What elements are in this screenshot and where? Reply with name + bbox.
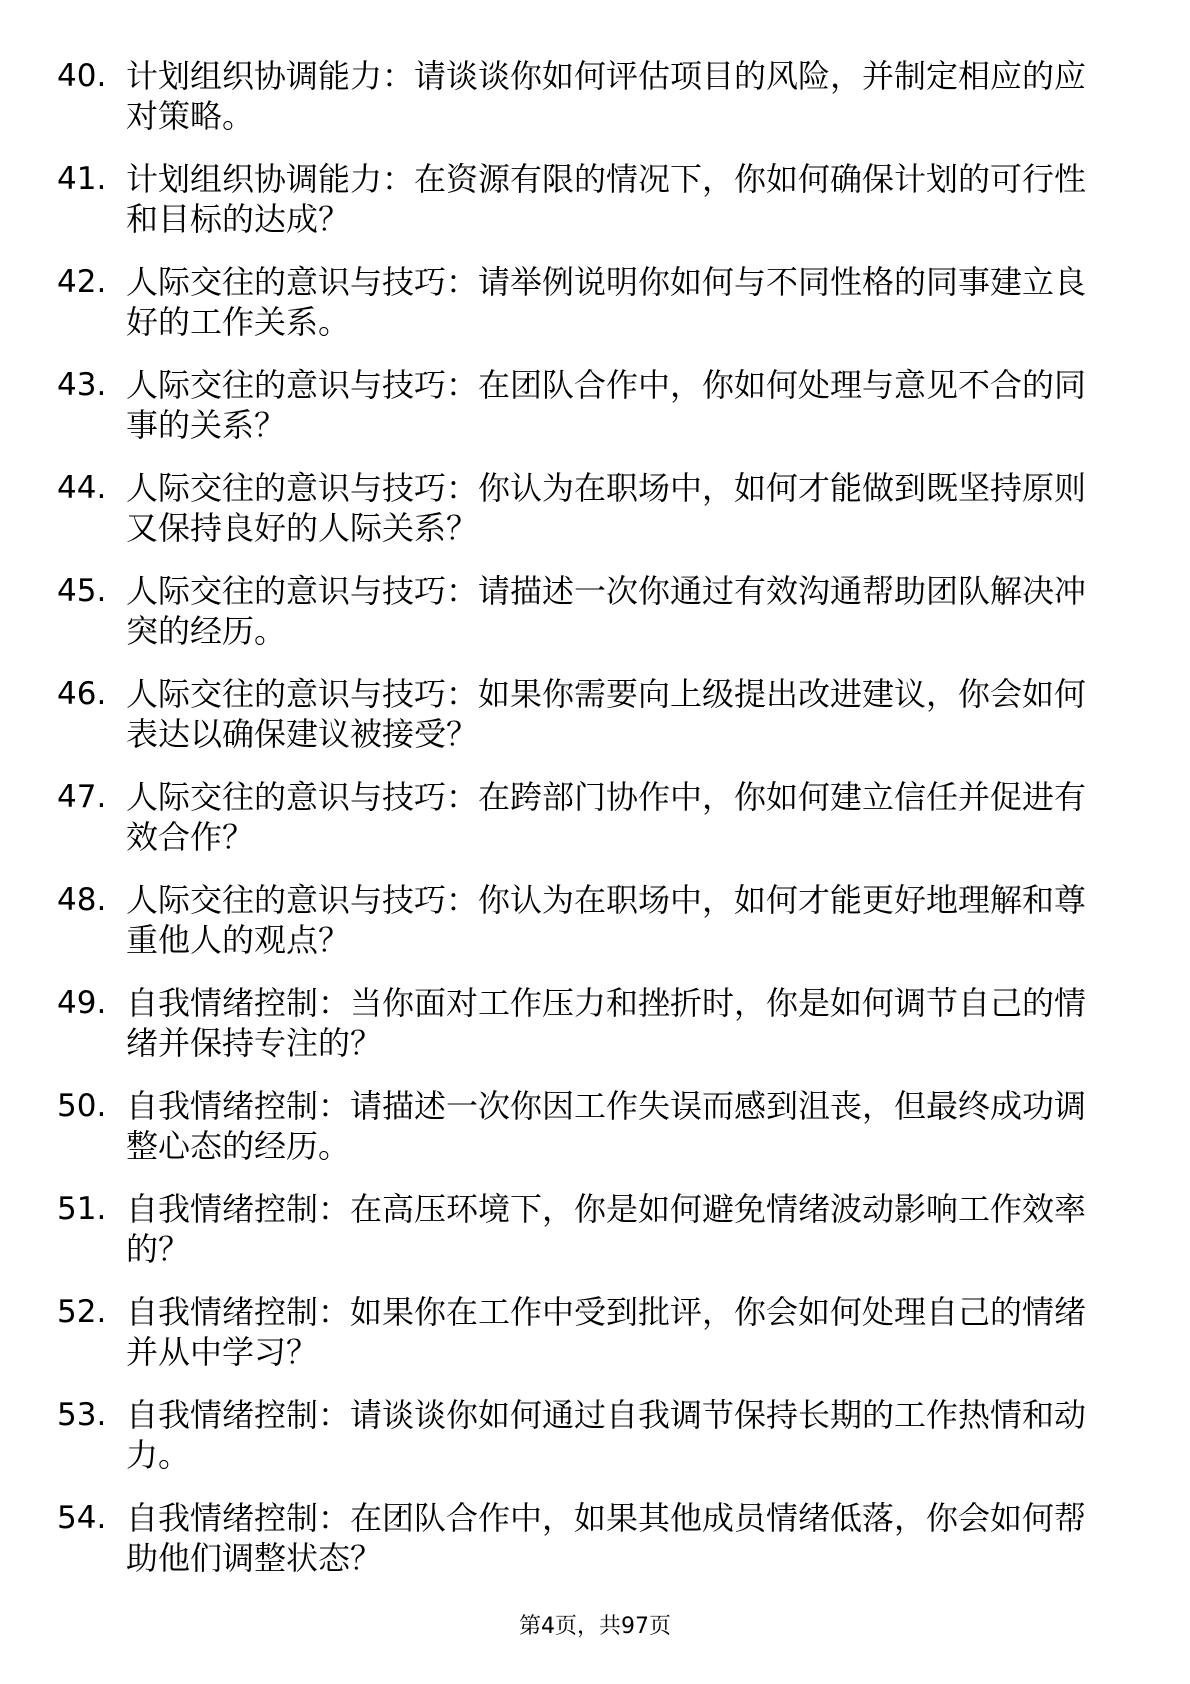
question-number: 41.	[57, 161, 107, 197]
question-text: 人际交往的意识与技巧：请描述一次你通过有效沟通帮助团队解决冲突的经历。	[126, 572, 1087, 650]
question-item	[0, 571, 1190, 674]
page-footer: 第4页，共97页	[519, 1614, 671, 1639]
question-item	[0, 1086, 1190, 1189]
question-text: 自我情绪控制：当你面对工作压力和挫折时，你是如何调节自己的情绪并保持专注的？	[126, 984, 1087, 1062]
question-item	[0, 159, 1190, 262]
question-text: 自我情绪控制：请谈谈你如何通过自我调节保持长期的工作热情和动力。	[126, 1396, 1087, 1474]
question-text: 自我情绪控制：在团队合作中，如果其他成员情绪低落，你会如何帮助他们调整状态？	[126, 1499, 1087, 1577]
question-item	[0, 880, 1190, 983]
question-number: 49.	[57, 985, 107, 1021]
question-number: 43.	[57, 367, 107, 403]
question-item	[0, 365, 1190, 468]
question-item	[0, 1189, 1190, 1292]
question-number: 44.	[57, 470, 107, 506]
question-number: 40.	[57, 58, 107, 94]
question-text: 人际交往的意识与技巧：请举例说明你如何与不同性格的同事建立良好的工作关系。	[126, 263, 1087, 341]
question-item	[0, 468, 1190, 571]
question-text: 人际交往的意识与技巧：你认为在职场中，如何才能做到既坚持原则又保持良好的人际关系？	[126, 469, 1087, 547]
question-item	[0, 983, 1190, 1086]
question-number: 48.	[57, 882, 107, 918]
question-item	[0, 1292, 1190, 1395]
question-number: 42.	[57, 264, 107, 300]
question-text: 人际交往的意识与技巧：在跨部门协作中，你如何建立信任并促进有效合作？	[126, 778, 1087, 856]
question-number: 54.	[57, 1500, 107, 1536]
question-item	[0, 56, 1190, 159]
question-item	[0, 262, 1190, 365]
question-text: 计划组织协调能力：在资源有限的情况下，你如何确保计划的可行性和目标的达成？	[126, 160, 1087, 238]
question-number: 50.	[57, 1088, 107, 1124]
question-item	[0, 674, 1190, 777]
question-text: 计划组织协调能力：请谈谈你如何评估项目的风险，并制定相应的应对策略。	[126, 57, 1087, 135]
question-number: 47.	[57, 779, 107, 815]
question-item	[0, 1395, 1190, 1498]
question-number: 51.	[57, 1191, 107, 1227]
question-text: 人际交往的意识与技巧：如果你需要向上级提出改进建议，你会如何表达以确保建议被接受？	[126, 675, 1087, 753]
question-text: 人际交往的意识与技巧：你认为在职场中，如何才能更好地理解和尊重他人的观点？	[126, 881, 1087, 959]
question-text: 人际交往的意识与技巧：在团队合作中，你如何处理与意见不合的同事的关系？	[126, 366, 1087, 444]
question-text: 自我情绪控制：在高压环境下，你是如何避免情绪波动影响工作效率的？	[126, 1190, 1087, 1268]
question-number: 45.	[57, 573, 107, 609]
question-item	[0, 777, 1190, 880]
question-item	[0, 1498, 1190, 1601]
question-text: 自我情绪控制：请描述一次你因工作失误而感到沮丧，但最终成功调整心态的经历。	[126, 1087, 1087, 1165]
question-list	[0, 56, 1190, 1601]
question-number: 53.	[57, 1397, 107, 1433]
question-text: 自我情绪控制：如果你在工作中受到批评，你会如何处理自己的情绪并从中学习？	[126, 1293, 1087, 1371]
question-number: 52.	[57, 1294, 107, 1330]
question-number: 46.	[57, 676, 107, 712]
